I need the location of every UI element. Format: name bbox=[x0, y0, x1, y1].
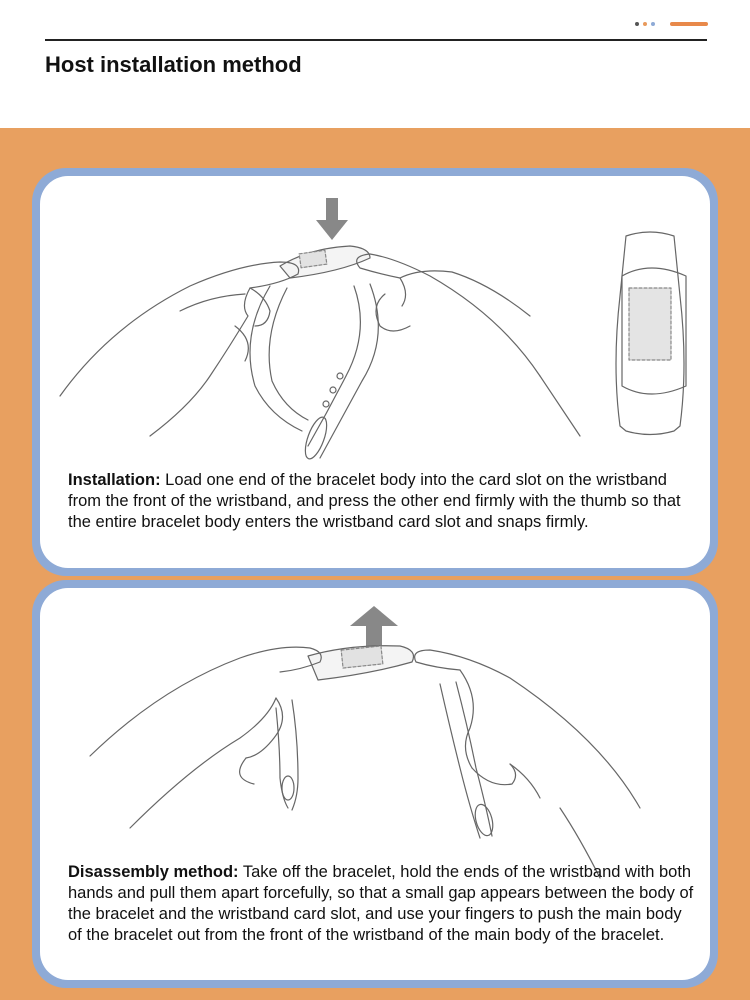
page-title: Host installation method bbox=[45, 52, 302, 77]
orange-background bbox=[0, 128, 750, 1000]
disassembly-caption bbox=[68, 862, 696, 946]
down-arrow-icon bbox=[316, 198, 348, 240]
installation-card-frame bbox=[32, 168, 718, 576]
installation-card bbox=[40, 176, 710, 568]
disassembly-text: Take off the bracelet, hold the ends of the wristband with both hands and pull them apart forcefully, so that a small gap appears between the body of the bracelet and the wristband card slot, and use your fingers to push the main body of the bracelet out from the front of the wristband of the main body of the bracelet. bbox=[68, 863, 694, 944]
page-header bbox=[0, 0, 750, 128]
installation-text: Load one end of the bracelet body into the card slot on the wristband from the front of the wristband, and press the other end firmly with the thumb so that the entire bracelet body enters the wristband card slot and snaps firmly. bbox=[68, 471, 681, 531]
accent-dash bbox=[670, 22, 708, 26]
up-arrow-icon bbox=[350, 606, 398, 650]
disassembly-card-frame bbox=[32, 580, 718, 988]
disassembly-label: Disassembly method: bbox=[68, 863, 239, 881]
dot-3 bbox=[651, 22, 655, 26]
dot-2 bbox=[643, 22, 647, 26]
installation-caption bbox=[68, 470, 696, 533]
dot-1 bbox=[635, 22, 639, 26]
installation-label: Installation: bbox=[68, 471, 161, 489]
disassembly-card bbox=[40, 588, 710, 980]
band-front-view-illustration bbox=[616, 232, 686, 435]
header-rule bbox=[45, 39, 707, 41]
